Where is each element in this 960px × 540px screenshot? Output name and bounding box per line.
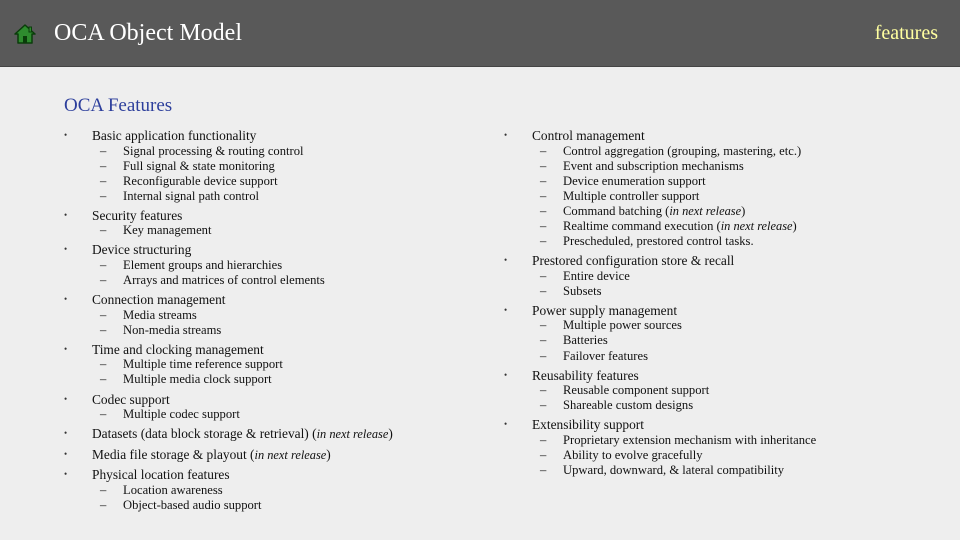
sub-bullet-item — [100, 323, 484, 338]
sub-bullet-item — [540, 284, 944, 299]
dash-marker: – — [100, 357, 107, 372]
sub-list — [100, 407, 484, 422]
dash-marker: – — [540, 463, 547, 477]
sub-list — [100, 223, 484, 238]
sub-bullet-text: Control aggregation (grouping, mastering, etc.) — [563, 143, 802, 158]
sub-bullet-text: Multiple codec support — [123, 407, 240, 422]
bullet-marker: • — [504, 369, 508, 380]
sub-bullet-text: Object-based audio support — [123, 497, 262, 512]
bullet-item — [64, 128, 484, 204]
dash-marker: – — [100, 223, 107, 238]
sub-bullet-item — [100, 144, 484, 159]
sub-list — [540, 433, 944, 478]
sub-bullet-item — [540, 219, 944, 234]
home-icon[interactable] — [14, 24, 36, 44]
bullet-marker: • — [64, 393, 68, 404]
bullet-marker: • — [504, 130, 508, 140]
bullet-marker: • — [64, 469, 68, 480]
dash-marker: – — [540, 234, 547, 249]
dash-marker: – — [540, 432, 547, 447]
slide-heading: OCA Features — [64, 95, 173, 116]
bullet-marker: • — [64, 448, 68, 459]
sub-bullet-text: Device enumeration support — [563, 173, 706, 188]
sub-bullet-item — [100, 223, 484, 238]
sub-bullet-text: Reusable component support — [563, 383, 710, 398]
sub-bullet-text: Location awareness — [123, 482, 223, 497]
bullet-marker: • — [64, 294, 68, 305]
sub-bullet-item — [540, 433, 944, 448]
bullet-text: Prestored configuration store & recall — [532, 253, 735, 269]
bullet-item — [64, 208, 484, 239]
dash-marker: – — [100, 307, 107, 322]
dash-marker: – — [540, 268, 547, 283]
bullet-item — [64, 467, 484, 513]
sub-list — [540, 144, 944, 250]
sub-bullet-text: Command batching ( — [563, 203, 670, 218]
sub-bullet-item — [100, 273, 484, 288]
dash-marker: – — [540, 203, 547, 218]
sub-bullet-item — [100, 498, 484, 513]
sub-bullet-suffix: ) — [741, 203, 746, 218]
sub-bullet-item — [540, 204, 944, 219]
sub-bullet-item — [100, 372, 484, 387]
dash-marker: – — [540, 383, 547, 398]
sub-bullet-text: Shareable custom designs — [563, 398, 694, 413]
right-column — [504, 128, 944, 478]
sub-list — [540, 318, 944, 363]
bullet-item — [64, 426, 484, 443]
deck-title: OCA Object Model — [54, 20, 242, 46]
dash-marker: – — [540, 188, 547, 203]
bullet-item — [504, 417, 944, 478]
sub-bullet-text: Realtime command execution ( — [563, 218, 721, 233]
dash-marker: – — [100, 322, 107, 337]
bullet-item — [64, 392, 484, 423]
bullet-text: Physical location features — [92, 467, 230, 483]
sub-bullet-item — [100, 258, 484, 273]
sub-bullet-item — [100, 483, 484, 498]
bullet-marker: • — [504, 255, 508, 266]
dash-marker: – — [540, 318, 547, 333]
bullet-item — [504, 128, 944, 249]
bullet-item — [64, 342, 484, 388]
dash-marker: – — [540, 283, 547, 298]
sub-bullet-text: Subsets — [563, 283, 602, 298]
sub-bullet-item — [100, 357, 484, 372]
sub-bullet-text: Upward, downward, & lateral compatibility — [563, 463, 785, 477]
bullet-item — [504, 303, 944, 364]
dash-marker: – — [540, 398, 547, 413]
dash-marker: – — [540, 158, 547, 173]
sub-bullet-item — [540, 174, 944, 189]
bullet-item — [64, 242, 484, 288]
dash-marker: – — [100, 273, 107, 288]
bullet-text: Power supply management — [532, 302, 678, 318]
sub-bullet-text: Non-media streams — [123, 322, 222, 337]
bullet-text: Basic application functionality — [92, 128, 257, 143]
dash-marker: – — [100, 482, 107, 497]
sub-bullet-item — [540, 349, 944, 364]
dash-marker: – — [100, 158, 107, 173]
bullet-text: Device structuring — [92, 242, 192, 258]
bullet-text: Extensibility support — [532, 417, 644, 433]
dash-marker: – — [540, 348, 547, 363]
sub-list — [100, 144, 484, 204]
sub-list — [100, 308, 484, 338]
sub-bullet-text: Full signal & state monitoring — [123, 158, 275, 173]
sub-bullet-item — [540, 234, 944, 249]
bullet-text: Control management — [532, 128, 645, 143]
dash-marker: – — [100, 143, 107, 158]
bullet-marker: • — [504, 419, 508, 430]
sub-bullet-text: Element groups and hierarchies — [123, 257, 283, 272]
right-bullet-list — [504, 128, 944, 478]
sub-bullet-text: Failover features — [563, 348, 648, 363]
release-note: in next release — [316, 427, 389, 442]
dash-marker: – — [100, 497, 107, 512]
release-note: in next release — [254, 447, 327, 462]
sub-bullet-text: Signal processing & routing control — [123, 143, 304, 158]
bullet-marker: • — [504, 304, 508, 315]
sub-list — [100, 258, 484, 288]
bullet-text: Reusability features — [532, 367, 639, 383]
bullet-marker: • — [64, 343, 68, 354]
sub-bullet-item — [540, 448, 944, 463]
sub-bullet-text: Batteries — [563, 333, 608, 348]
sub-bullet-text: Arrays and matrices of control elements — [123, 273, 325, 288]
sub-bullet-text: Media streams — [123, 307, 197, 322]
dash-marker: – — [100, 257, 107, 272]
dash-marker: – — [100, 407, 107, 422]
sub-bullet-item — [540, 333, 944, 348]
bullet-text: Codec support — [92, 391, 170, 407]
dash-marker: – — [540, 447, 547, 462]
bullet-item — [504, 368, 944, 414]
sub-bullet-text: Proprietary extension mechanism with inheritance — [563, 432, 817, 447]
sub-bullet-text: Event and subscription mechanisms — [563, 158, 744, 173]
sub-bullet-item — [540, 318, 944, 333]
sub-bullet-text: Entire device — [563, 268, 630, 283]
sub-list — [100, 357, 484, 387]
sub-bullet-item — [540, 269, 944, 284]
sub-bullet-item — [540, 159, 944, 174]
bullet-marker: • — [64, 244, 68, 255]
sub-bullet-text: Prescheduled, prestored control tasks. — [563, 234, 754, 249]
bullet-text-suffix: ) — [326, 446, 331, 462]
bullet-item — [504, 253, 944, 299]
sub-bullet-text: Internal signal path control — [123, 188, 260, 203]
sub-bullet-text: Reconfigurable device support — [123, 173, 278, 188]
sub-list — [100, 483, 484, 513]
bullet-text-suffix: ) — [388, 426, 393, 442]
sub-bullet-item — [540, 189, 944, 204]
sub-bullet-text: Multiple time reference support — [123, 357, 283, 372]
dash-marker: – — [540, 218, 547, 233]
sub-bullet-text: Ability to evolve gracefully — [563, 447, 703, 462]
sub-bullet-item — [100, 189, 484, 204]
sub-bullet-item — [100, 159, 484, 174]
bullet-marker: • — [64, 428, 68, 439]
left-bullet-list — [64, 128, 484, 513]
sub-bullet-item — [100, 174, 484, 189]
sub-bullet-text: Key management — [123, 223, 212, 238]
sub-bullet-text: Multiple power sources — [563, 318, 682, 333]
bullet-text: Datasets (data block storage & retrieval) ( — [92, 426, 317, 442]
dash-marker: – — [540, 143, 547, 158]
dash-marker: – — [540, 333, 547, 348]
section-tag: features — [874, 22, 938, 44]
sub-bullet-item — [100, 308, 484, 323]
bullet-text: Security features — [92, 207, 183, 223]
dash-marker: – — [540, 173, 547, 188]
release-note: in next release — [669, 203, 742, 218]
sub-bullet-item — [540, 383, 944, 398]
bullet-marker: • — [64, 130, 68, 140]
bullet-text: Connection management — [92, 292, 226, 308]
bullet-item — [64, 447, 484, 464]
sub-bullet-suffix: ) — [792, 218, 797, 233]
sub-list — [540, 383, 944, 413]
bullet-text: Media file storage & playout ( — [92, 446, 255, 462]
dash-marker: – — [100, 173, 107, 188]
bullet-text: Time and clocking management — [92, 341, 264, 357]
sub-bullet-text: Multiple media clock support — [123, 372, 272, 387]
left-column — [64, 128, 484, 513]
title-bar — [0, 0, 960, 67]
sub-bullet-item — [540, 463, 944, 478]
bullet-marker: • — [64, 209, 68, 220]
bullet-item — [64, 292, 484, 338]
dash-marker: – — [100, 372, 107, 387]
sub-bullet-item — [100, 407, 484, 422]
sub-list — [540, 269, 944, 299]
sub-bullet-item — [540, 398, 944, 413]
dash-marker: – — [100, 188, 107, 203]
sub-bullet-item — [540, 144, 944, 159]
sub-bullet-text: Multiple controller support — [563, 188, 700, 203]
release-note: in next release — [720, 218, 793, 233]
